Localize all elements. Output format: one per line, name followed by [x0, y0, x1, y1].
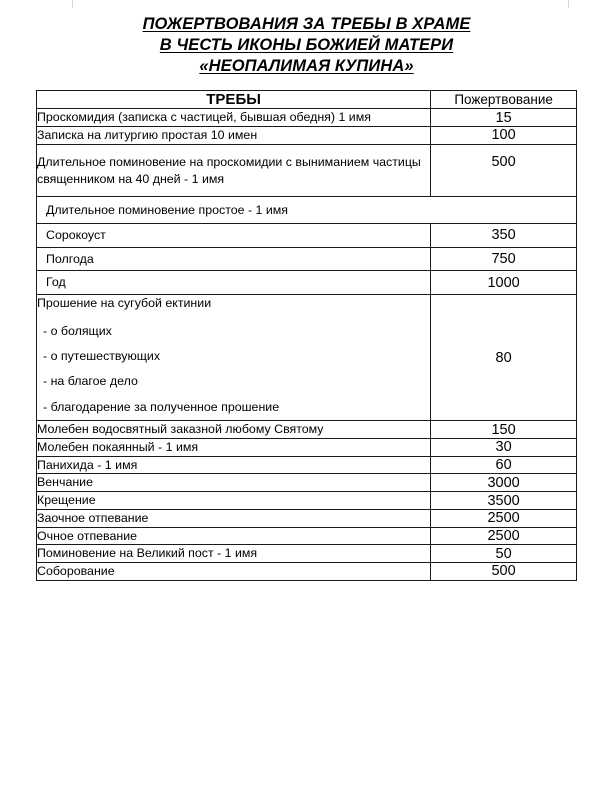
table-row: [37, 492, 577, 510]
service-price: 500: [431, 144, 577, 196]
service-name: Молебен покаянный - 1 имя: [37, 438, 431, 456]
service-price: 15: [431, 109, 577, 127]
page-title: [36, 14, 577, 77]
table-row: [37, 545, 577, 563]
column-header-donation: Пожертвование: [431, 91, 577, 109]
table-row: [37, 474, 577, 492]
table-row-group-header: [37, 197, 577, 224]
service-subitem: - благодарение за полученное прошение: [43, 399, 280, 414]
service-price: 50: [431, 545, 577, 563]
table-row: [37, 127, 577, 145]
service-price: 150: [431, 421, 577, 439]
table-row: [37, 438, 577, 456]
service-name: Соборование: [37, 563, 431, 581]
service-price: 350: [431, 224, 577, 248]
service-name: Венчание: [37, 474, 431, 492]
table-row: [37, 563, 577, 581]
table-row: [37, 109, 577, 127]
table-row: [37, 509, 577, 527]
table-row: [37, 421, 577, 439]
service-price: 750: [431, 247, 577, 271]
table-row-with-subitems: [37, 295, 577, 421]
service-subitem: - о болящих: [43, 323, 112, 338]
service-name: Проскомидия (записка с частицей, бывшая обедня) 1 имя: [37, 109, 431, 127]
service-name: Прошение на сугубой ектинии: [37, 296, 212, 311]
column-header-service: ТРЕБЫ: [37, 91, 431, 109]
service-price: 3000: [431, 474, 577, 492]
service-price: 500: [431, 563, 577, 581]
service-price: 3500: [431, 492, 577, 510]
service-subitem: - на благое дело: [43, 374, 138, 389]
page-title-line-2: В ЧЕСТЬ ИКОНЫ БОЖИЕЙ МАТЕРИ: [159, 36, 454, 55]
service-subitem: - о путешествующих: [43, 349, 161, 364]
page-edge-mark-left: [72, 0, 73, 8]
service-name: Сорокоуст: [37, 224, 431, 248]
service-name: Длительное поминовение на проскомидии с выниманием частицы священником на 40 дней - 1 имя: [37, 144, 431, 196]
table-row: [37, 271, 577, 295]
service-group-name: Длительное поминовение простое - 1 имя: [37, 197, 577, 224]
service-name: Очное отпевание: [37, 527, 431, 545]
service-name: Полгода: [37, 247, 431, 271]
services-price-table: [36, 90, 577, 581]
service-price: 60: [431, 456, 577, 474]
service-name-block: [37, 295, 431, 421]
service-price: 30: [431, 438, 577, 456]
page-edge-mark-right: [568, 0, 569, 8]
service-name: Заочное отпевание: [37, 509, 431, 527]
service-price: 100: [431, 127, 577, 145]
page-title-line-3: «НЕОПАЛИМАЯ КУПИНА»: [199, 57, 414, 76]
table-row: [37, 144, 577, 196]
table-row: [37, 527, 577, 545]
service-name: Крещение: [37, 492, 431, 510]
service-price: 2500: [431, 509, 577, 527]
service-name: Записка на литургию простая 10 имен: [37, 127, 431, 145]
service-name: Год: [37, 271, 431, 295]
table-header-row: [37, 91, 577, 109]
page-title-line-1: ПОЖЕРТВОВАНИЯ ЗА ТРЕБЫ В ХРАМЕ: [142, 15, 471, 33]
service-name: Молебен водосвятный заказной любому Святому: [37, 421, 431, 439]
table-row: [37, 224, 577, 248]
service-name: Панихида - 1 имя: [37, 456, 431, 474]
table-row: [37, 456, 577, 474]
service-price: 80: [431, 295, 577, 421]
service-price: 1000: [431, 271, 577, 295]
service-price: 2500: [431, 527, 577, 545]
service-name: Поминовение на Великий пост - 1 имя: [37, 545, 431, 563]
page-edge-marks: [0, 0, 613, 8]
table-row: [37, 247, 577, 271]
